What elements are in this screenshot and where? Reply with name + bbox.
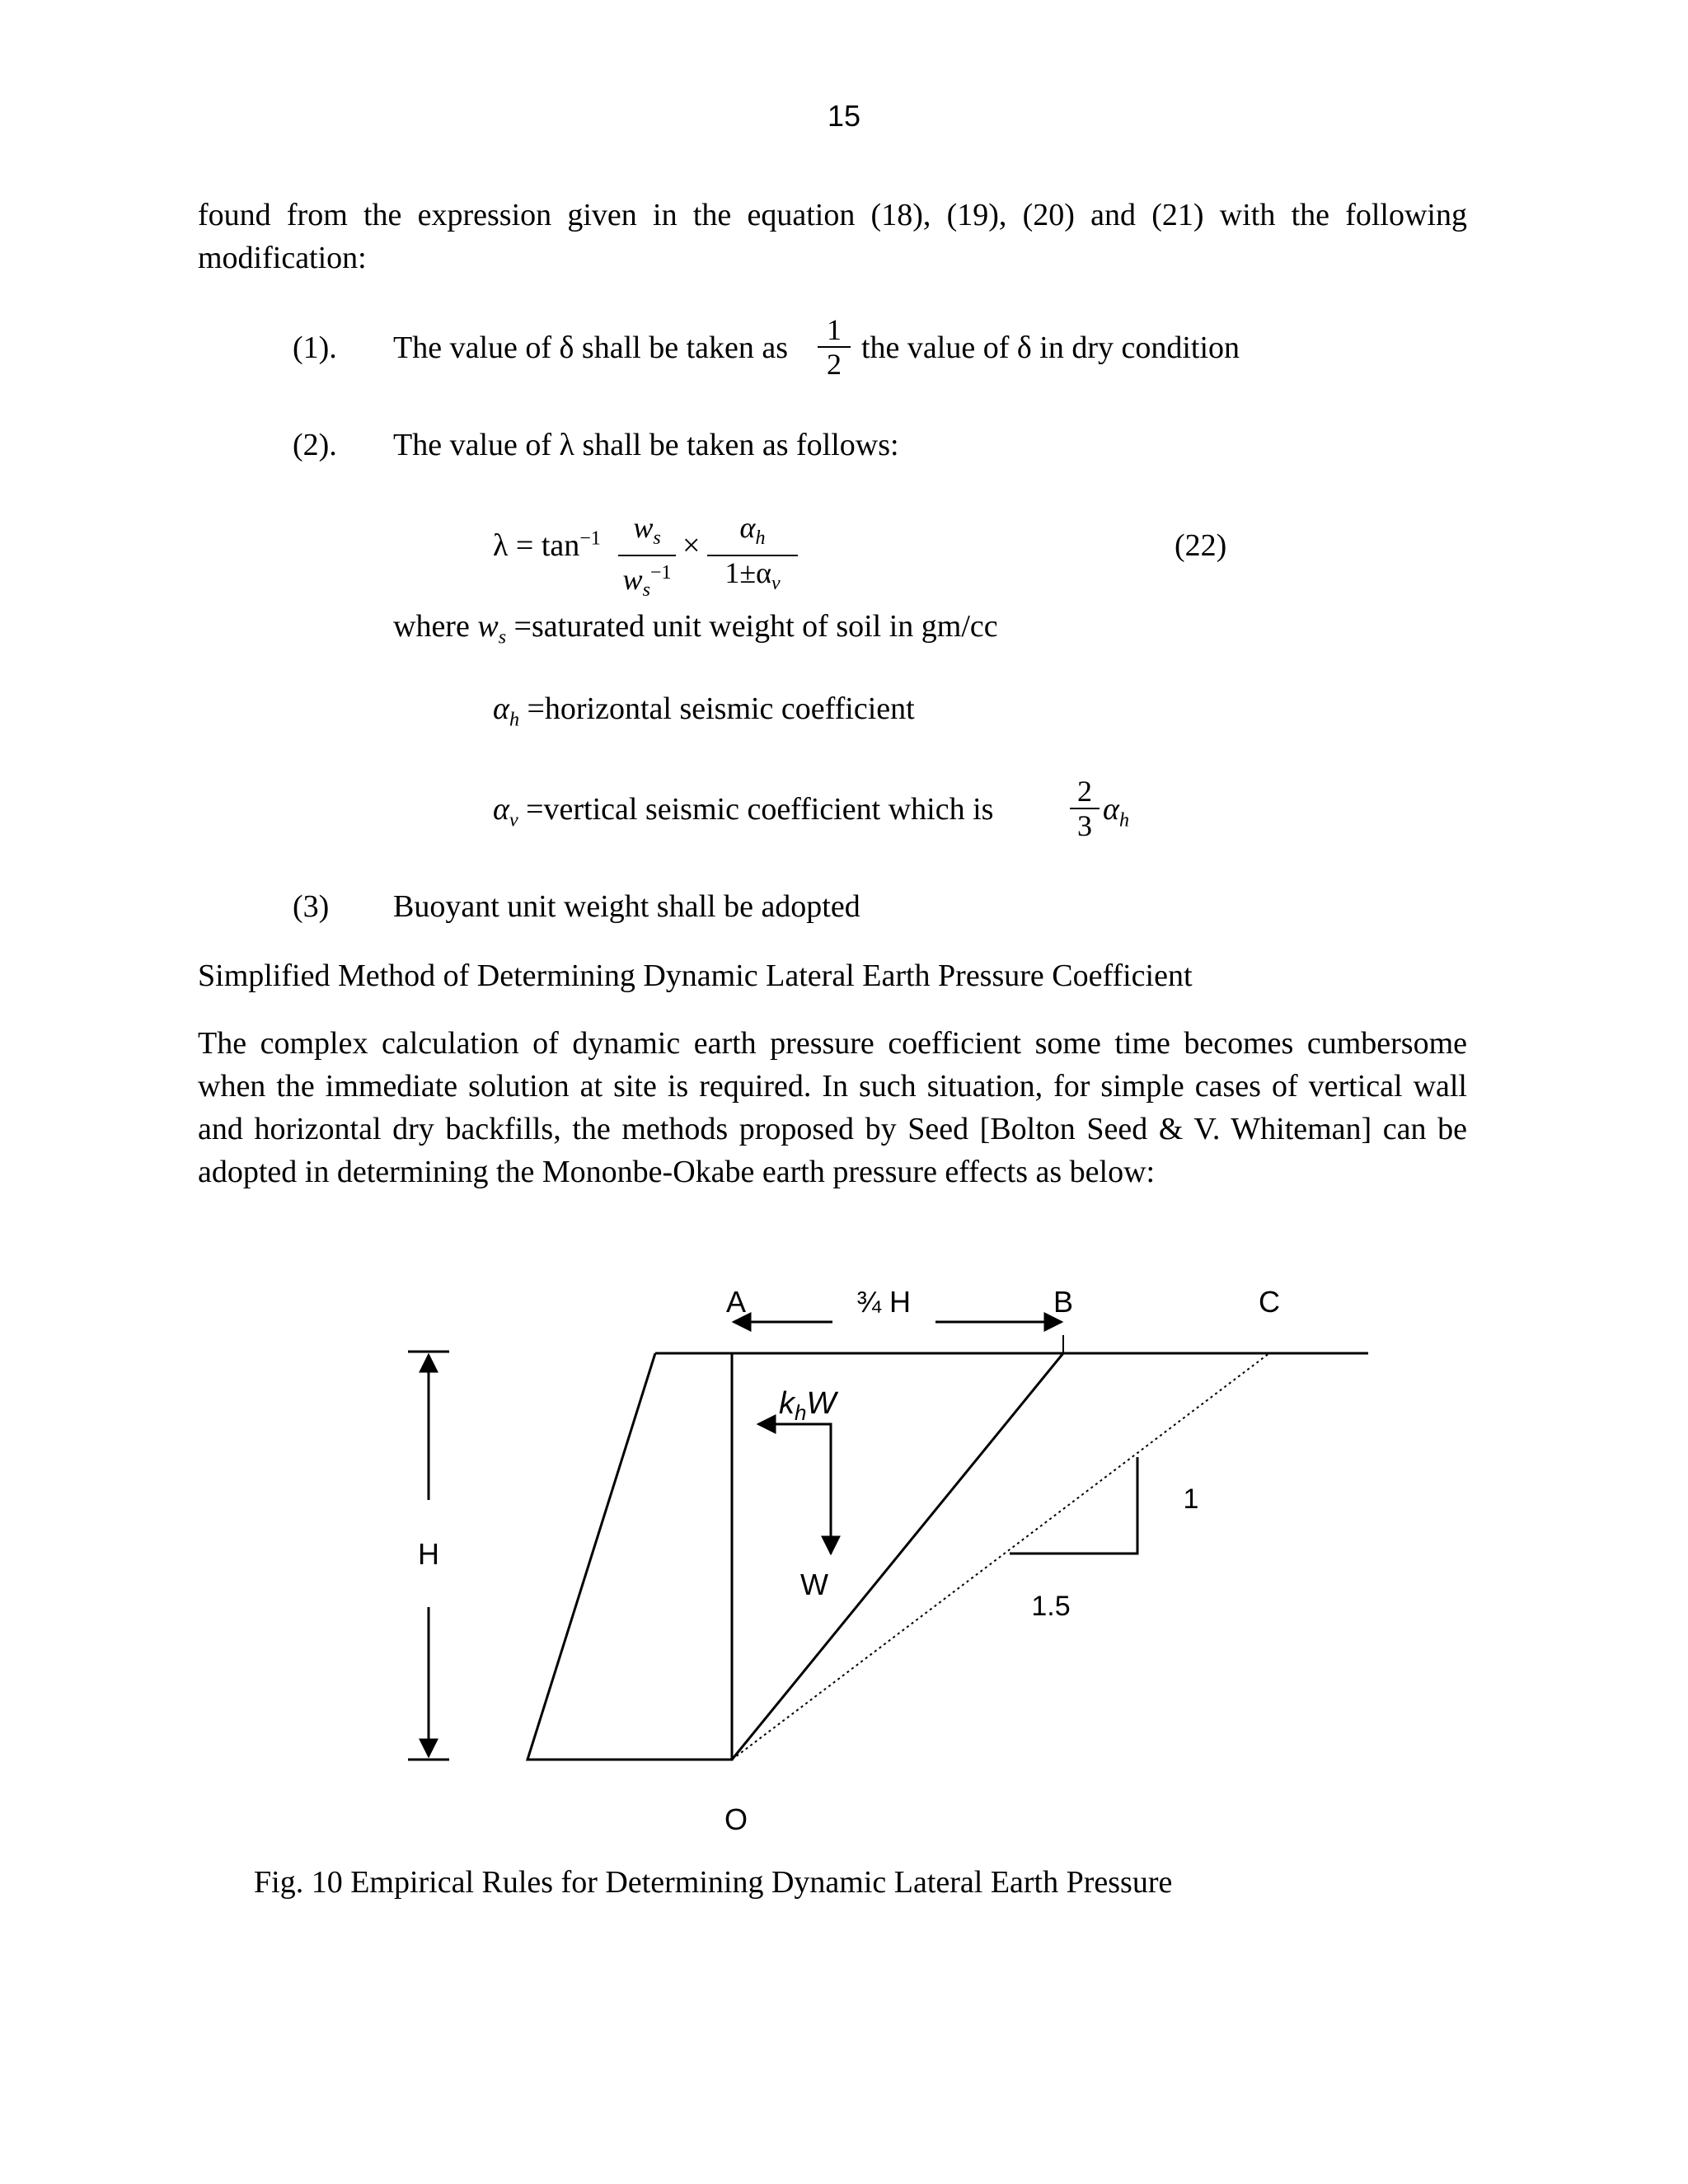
frac2-num-sym: α xyxy=(739,511,756,544)
frac1-den-sub: s xyxy=(642,579,650,602)
equation22-lhs xyxy=(493,527,601,564)
kh-w-sub: h xyxy=(795,1400,807,1425)
frac1-den-sym: w xyxy=(622,563,643,597)
equation22-times: × xyxy=(682,528,701,563)
av-frac-den: 3 xyxy=(1077,809,1092,842)
ws-definition: =saturated unit weight of soil in gm/cc xyxy=(513,609,998,644)
equation22-lhs-text: λ = tan xyxy=(493,528,580,563)
section-heading: Simplified Method of Determining Dynamic Lateral Earth Pressure Coefficient xyxy=(198,958,1193,993)
item1-frac-den: 2 xyxy=(827,348,842,381)
av-subscript: v xyxy=(509,809,518,832)
frac1-den-sup: −1 xyxy=(649,562,672,584)
body-paragraph: The complex calculation of dynamic earth pressure coefficient some time becomes cumbersome when the immediate solution at site is required. In such situation, for simple cases of vertical wall and horizontal dry backfills, the methods proposed by Seed [Bolton Seed & V. Whiteman] can be adopted in determining the Mononbe-Okabe earth pressure effects as below: xyxy=(198,1026,1467,1189)
label-h: H xyxy=(418,1537,439,1571)
av-after xyxy=(1103,791,1129,832)
kh-w-arrow xyxy=(758,1424,831,1485)
equation22-lhs-exp: −1 xyxy=(579,527,601,550)
equation22-frac1-num xyxy=(618,511,676,556)
where-ws-line xyxy=(393,608,998,649)
frac2-num-sub: h xyxy=(755,527,766,550)
label-kh-w xyxy=(779,1386,838,1425)
equation22-frac1 xyxy=(618,511,676,607)
item1-fraction xyxy=(818,313,851,381)
slope-triangle xyxy=(1010,1457,1137,1554)
ws-subscript: s xyxy=(498,626,507,649)
where-label: where xyxy=(393,609,470,644)
label-w: W xyxy=(800,1568,828,1601)
label-o: O xyxy=(724,1802,748,1836)
ah-subscript: h xyxy=(509,709,519,731)
item2-text: The value of λ shall be taken as follows: xyxy=(393,428,899,462)
av-after-symbol: α xyxy=(1103,792,1119,827)
ws-symbol: w xyxy=(477,609,499,644)
earth-pressure-figure xyxy=(0,1269,1688,1929)
label-slope-run: 1.5 xyxy=(1031,1591,1071,1622)
item1-frac-num: 1 xyxy=(818,313,851,348)
equation22-frac2-num xyxy=(707,511,798,556)
item1-text-after: the value of δ in dry condition xyxy=(861,330,1240,365)
figure-caption: Fig. 10 Empirical Rules for Determining Dynamic Lateral Earth Pressure xyxy=(254,1865,1173,1900)
label-slope-rise: 1 xyxy=(1183,1483,1199,1515)
item3-text: Buoyant unit weight shall be adopted xyxy=(393,889,860,924)
frac2-den-text: 1±α xyxy=(724,556,771,590)
equation22-frac1-den xyxy=(618,556,676,607)
av-frac-num: 2 xyxy=(1070,775,1100,809)
item1-text-before: The value of δ shall be taken as xyxy=(393,330,789,365)
frac1-num-sym: w xyxy=(633,511,654,544)
frac1-num-sub: s xyxy=(653,527,661,550)
kh-w-w: W xyxy=(806,1386,837,1421)
av-definition: =vertical seismic coefficient which is xyxy=(526,792,994,827)
av-fraction xyxy=(1070,775,1100,842)
where-ah-line xyxy=(493,691,915,732)
av-symbol: α xyxy=(493,792,509,827)
ah-symbol: α xyxy=(493,691,509,726)
retaining-wall xyxy=(528,1353,732,1760)
label-three-quarter-h: ¾ H xyxy=(856,1285,912,1319)
equation22-number: (22) xyxy=(1175,528,1227,563)
equation22-frac2-den xyxy=(707,556,798,600)
frac2-den-sub: v xyxy=(771,573,781,595)
label-b: B xyxy=(1053,1285,1074,1319)
intro-paragraph: found from the expression given in the equation (18), (19), (20) and (21) with the following modification: xyxy=(198,198,1467,275)
av-after-subscript: h xyxy=(1118,809,1129,832)
equation22-frac2 xyxy=(707,511,798,600)
page-number: 15 xyxy=(827,99,861,133)
item1-label: (1). xyxy=(293,330,337,365)
ah-definition: =horizontal seismic coefficient xyxy=(527,691,915,726)
where-av-line xyxy=(493,791,993,832)
kh-w-k: k xyxy=(779,1386,795,1421)
item2-label: (2). xyxy=(293,428,337,462)
item3-label: (3) xyxy=(293,889,330,924)
label-a: A xyxy=(725,1285,747,1319)
label-c: C xyxy=(1259,1285,1280,1319)
